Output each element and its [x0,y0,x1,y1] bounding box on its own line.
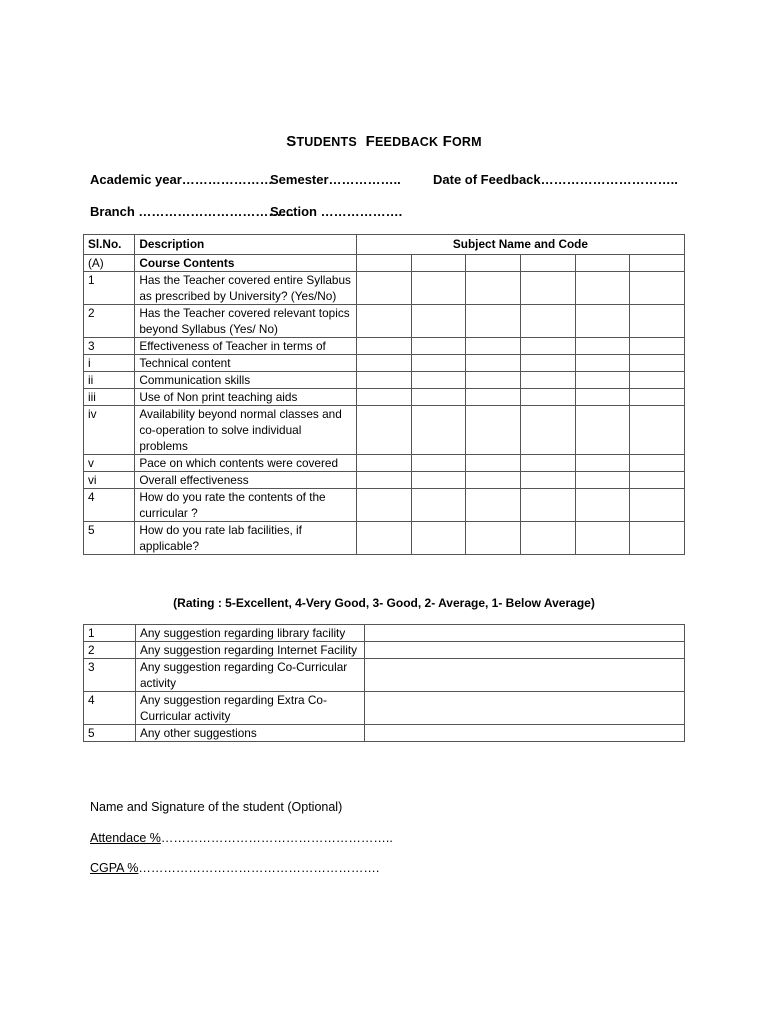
row-number: (A) [84,255,135,272]
rating-cell[interactable] [520,255,575,272]
row-number: 5 [84,725,136,742]
row-number: 4 [84,489,135,522]
attendance-field[interactable] [90,831,393,845]
row-number: v [84,455,135,472]
rating-cell[interactable] [575,389,630,406]
rating-cell[interactable] [411,406,466,455]
table-row [84,522,685,555]
rating-cell[interactable] [356,372,411,389]
rating-cell[interactable] [520,338,575,355]
row-description: Effectiveness of Teacher in terms of [135,338,357,355]
attendance-dots: ……………………………………………….. [160,831,393,845]
col-description-header: Description [135,235,357,255]
table-row [84,272,685,305]
suggestion-question: Any suggestion regarding Internet Facility [136,642,365,659]
table-row [84,305,685,338]
rating-cell[interactable] [520,522,575,555]
row-description: Overall effectiveness [135,472,357,489]
rating-cell[interactable] [466,338,521,355]
suggestion-question: Any suggestion regarding library facility [136,625,365,642]
rating-cell[interactable] [575,305,630,338]
rating-cell[interactable] [520,472,575,489]
rating-cell[interactable] [575,406,630,455]
rating-cell[interactable] [575,255,630,272]
rating-cell[interactable] [520,489,575,522]
rating-cell[interactable] [356,455,411,472]
rating-cell[interactable] [466,389,521,406]
col-subject-header: Subject Name and Code [356,235,684,255]
rating-cell[interactable] [411,255,466,272]
rating-cell[interactable] [575,355,630,372]
rating-cell[interactable] [575,489,630,522]
rating-cell[interactable] [411,355,466,372]
row-description: Technical content [135,355,357,372]
academic-year-field[interactable]: Academic year………………… [90,172,273,187]
row-description: How do you rate the contents of the curricular ? [135,489,357,522]
col-slno-header: Sl.No. [84,235,135,255]
suggestion-row [84,692,685,725]
row-number: iv [84,406,135,455]
cgpa-field[interactable] [90,861,379,875]
rating-cell[interactable] [356,355,411,372]
rating-cell[interactable] [630,305,685,338]
rating-cell[interactable] [466,255,521,272]
rating-cell[interactable] [466,455,521,472]
rating-cell[interactable] [575,472,630,489]
course-feedback-table [83,234,685,555]
suggestion-row [84,725,685,742]
rating-cell[interactable] [630,389,685,406]
rating-cell[interactable] [520,272,575,305]
rating-cell[interactable] [411,272,466,305]
cgpa-label: CGPA % [90,861,139,875]
rating-cell[interactable] [520,389,575,406]
cgpa-dots: …………………………………………………. [138,861,380,875]
row-number: i [84,355,135,372]
rating-cell[interactable] [356,338,411,355]
table-row [84,489,685,522]
rating-cell[interactable] [411,455,466,472]
rating-cell[interactable] [630,338,685,355]
rating-cell[interactable] [356,389,411,406]
suggestion-question: Any suggestion regarding Extra Co-Curricular activity [136,692,365,725]
rating-cell[interactable] [575,338,630,355]
rating-cell[interactable] [630,255,685,272]
rating-cell[interactable] [466,489,521,522]
rating-cell[interactable] [411,338,466,355]
semester-field[interactable]: Semester…………….. [270,172,401,187]
row-description: Pace on which contents were covered [135,455,357,472]
row-number: 1 [84,625,136,642]
rating-cell[interactable] [411,305,466,338]
attendance-label: Attendace % [90,831,161,845]
rating-cell[interactable] [630,372,685,389]
row-number: 4 [84,692,136,725]
row-description: Has the Teacher covered relevant topics beyond Syllabus (Yes/ No) [135,305,357,338]
rating-cell[interactable] [411,489,466,522]
suggestion-row [84,659,685,692]
suggestion-answer-cell[interactable] [365,692,685,725]
rating-cell[interactable] [356,406,411,455]
suggestions-table [83,624,685,742]
suggestion-question: Any suggestion regarding Co-Curricular activity [136,659,365,692]
rating-cell[interactable] [575,272,630,305]
rating-cell[interactable] [520,372,575,389]
rating-cell[interactable] [411,472,466,489]
rating-cell[interactable] [466,522,521,555]
table-row [84,455,685,472]
row-number: 3 [84,338,135,355]
rating-cell[interactable] [411,389,466,406]
rating-cell[interactable] [630,489,685,522]
row-number: 1 [84,272,135,305]
table-row [84,338,685,355]
table-row [84,372,685,389]
rating-cell[interactable] [466,372,521,389]
date-of-feedback-field[interactable]: Date of Feedback………………………….. [433,172,678,187]
rating-cell[interactable] [411,522,466,555]
row-description: Communication skills [135,372,357,389]
rating-cell[interactable] [575,455,630,472]
rating-cell[interactable] [466,305,521,338]
suggestion-answer-cell[interactable] [365,625,685,642]
name-signature-label: Name and Signature of the student (Optional) [90,800,343,814]
row-description: Course Contents [135,255,357,272]
rating-cell[interactable] [630,272,685,305]
rating-cell[interactable] [356,489,411,522]
rating-cell[interactable] [466,406,521,455]
row-number: vi [84,472,135,489]
rating-cell[interactable] [411,372,466,389]
suggestion-answer-cell[interactable] [365,725,685,742]
rating-cell[interactable] [356,472,411,489]
suggestion-row [84,625,685,642]
table-header-row [84,235,685,255]
row-description: How do you rate lab facilities, if applicable? [135,522,357,555]
rating-cell[interactable] [356,272,411,305]
form-title: STUDENTS FEEDBACK FORM [286,133,482,150]
rating-cell[interactable] [630,455,685,472]
rating-cell[interactable] [466,355,521,372]
row-number: 2 [84,642,136,659]
rating-cell[interactable] [630,355,685,372]
rating-cell[interactable] [575,372,630,389]
rating-cell[interactable] [356,305,411,338]
table-row [84,355,685,372]
rating-cell[interactable] [520,355,575,372]
row-number: 5 [84,522,135,555]
suggestion-answer-cell[interactable] [365,659,685,692]
table-row [84,389,685,406]
rating-cell[interactable] [520,406,575,455]
row-number: ii [84,372,135,389]
rating-cell[interactable] [466,472,521,489]
branch-field[interactable]: Branch ……………………………… [90,204,295,219]
table-row [84,255,685,272]
row-number: 3 [84,659,136,692]
rating-cell[interactable] [466,272,521,305]
rating-cell[interactable] [356,522,411,555]
suggestion-answer-cell[interactable] [365,642,685,659]
row-description: Availability beyond normal classes and co-operation to solve individual problems [135,406,357,455]
table-row [84,472,685,489]
rating-cell[interactable] [575,522,630,555]
suggestion-row [84,642,685,659]
rating-cell[interactable] [356,255,411,272]
rating-cell[interactable] [520,305,575,338]
suggestion-question: Any other suggestions [136,725,365,742]
row-description: Use of Non print teaching aids [135,389,357,406]
rating-legend: (Rating : 5-Excellent, 4-Very Good, 3- Good, 2- Average, 1- Below Average) [173,596,595,610]
rating-cell[interactable] [630,406,685,455]
row-number: 2 [84,305,135,338]
row-description: Has the Teacher covered entire Syllabus as prescribed by University? (Yes/No) [135,272,357,305]
rating-cell[interactable] [630,472,685,489]
rating-cell[interactable] [630,522,685,555]
table-row [84,406,685,455]
rating-cell[interactable] [520,455,575,472]
section-field[interactable]: Section ………………. [270,204,403,219]
row-number: iii [84,389,135,406]
